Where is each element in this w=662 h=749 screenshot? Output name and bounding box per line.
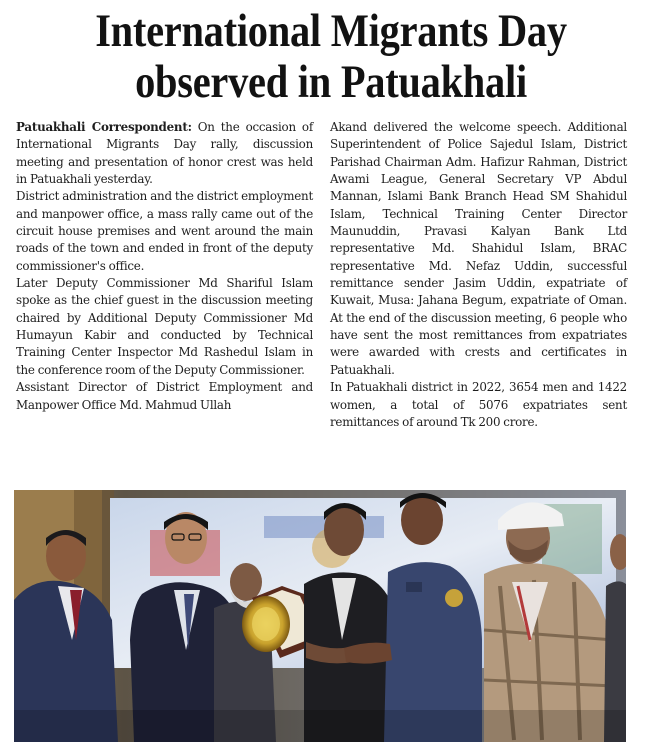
article-paragraph: In Patuakhali district in 2022, 3654 men and 1422 women, a total of 5076 expatriates sent remittances of around Tk 200 crore. xyxy=(330,380,627,429)
headline xyxy=(46,6,615,108)
article-column-right xyxy=(330,119,627,431)
byline: Patuakhali Correspondent: xyxy=(16,120,192,134)
headline-line-2: observed in Patuakhali xyxy=(135,56,527,108)
article-paragraph: Assistant Director of District Employment and Manpower Office Md. Mahmud Ullah xyxy=(16,380,313,412)
article-paragraph: Akand delivered the welcome speech. Additional Superintendent of Police Sajedul Islam, District Parishad Chairman Adm. Hafizur Rahman, District Awami League, General Secretary VP Abdul Mannan, Islami Bank Branch Head SM Shahidul Islam, Technical Training Center Director Maunuddin, Pravasi Kalyan Bank Ltd representative Md. Shahidul Islam, BRAC representative Md. Nefaz Uddin, successful remittance sender Jasim Uddin, expatriate of Kuwait, Musa: Jahana Begum, expatriate of Oman. At the end of the discussion meeting, 6 people who have sent the most remittances from expatriates were awarded with crests and certificates in Patuakhali. xyxy=(330,120,627,377)
headline-line-1: International Migrants Day xyxy=(95,5,567,57)
article-paragraph: District administration and the district employment and manpower office, a mass rally came out of the circuit house premises and went around the main roads of the town and ended in front of the deputy commissioner's office. xyxy=(16,189,313,273)
article-paragraph: Later Deputy Commissioner Md Shariful Islam spoke as the chief guest in the discussion meeting chaired by Additional Deputy Commissioner Md Humayun Kabir and conducted by Technical Training Center Inspector Md Rashedul Islam in the conference room of the Deputy Commissioner. xyxy=(16,276,313,377)
photo-vignette xyxy=(14,710,626,742)
article-column-left xyxy=(16,119,313,414)
event-photo xyxy=(14,490,626,742)
article-paragraph xyxy=(16,119,313,188)
paragraph-text: On the occasion of International Migrants Day rally, discussion meeting and presentation of honor crest was held in Patuakhali yesterday. xyxy=(16,120,313,187)
